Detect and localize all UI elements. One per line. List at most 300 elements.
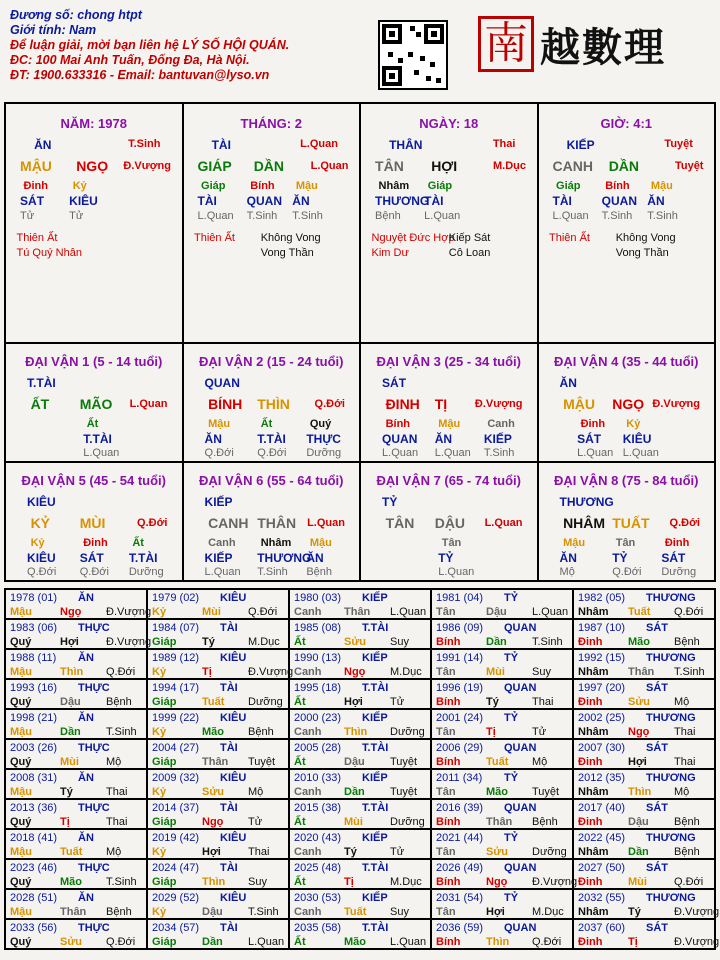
- hidden-stem: Canh: [208, 537, 236, 549]
- year-cell[interactable]: [5, 589, 152, 619]
- year-state: Dưỡng: [390, 816, 425, 828]
- gender: Giới tính: Nam: [10, 23, 97, 37]
- year-stem: Canh: [294, 906, 322, 918]
- year-cell[interactable]: [5, 739, 147, 769]
- year-god: THỰC: [78, 862, 110, 874]
- year-cell[interactable]: [431, 919, 573, 949]
- year-branch: Thân: [202, 756, 229, 768]
- year-branch: Tý: [202, 636, 215, 648]
- year-branch: Dần: [60, 726, 81, 738]
- earthly-branch: MÙI: [79, 515, 106, 531]
- year-state: M.Dục: [390, 666, 422, 678]
- year-label: 1990 (13): [294, 652, 342, 664]
- year-stem: Quý: [10, 756, 32, 768]
- pillars-row: [5, 103, 715, 343]
- year-cell[interactable]: [289, 649, 431, 679]
- year-state: Mộ: [106, 756, 122, 768]
- year-stem: Bính: [436, 876, 461, 888]
- year-row: [5, 919, 720, 949]
- year-cell[interactable]: [289, 679, 431, 709]
- year-god: TÀI: [220, 742, 238, 754]
- year-cell[interactable]: [289, 769, 431, 799]
- year-stem: Nhâm: [578, 726, 609, 738]
- year-branch: Hợi: [60, 636, 79, 648]
- pillar-state: L.Quan: [310, 160, 349, 172]
- year-branch: Tị: [202, 666, 212, 678]
- year-stem: Nhâm: [578, 906, 609, 918]
- dai-van-7[interactable]: [360, 462, 538, 581]
- hidden-stem: Bính: [605, 180, 630, 192]
- year-cell[interactable]: [431, 769, 573, 799]
- year-state: T.Sinh: [532, 636, 563, 648]
- year-cell[interactable]: [5, 889, 147, 919]
- year-cell[interactable]: [5, 859, 147, 889]
- year-cell[interactable]: [431, 679, 573, 709]
- year-state: Thai: [106, 786, 128, 798]
- year-cell[interactable]: [147, 769, 289, 799]
- dai-van-state: L.Quan: [307, 517, 345, 529]
- earthly-branch: THÂN: [257, 515, 297, 531]
- year-cell[interactable]: [573, 709, 715, 739]
- hidden-state: L.Quan: [382, 447, 419, 459]
- annual-luck-table: [4, 588, 720, 950]
- year-cell[interactable]: [289, 739, 431, 769]
- hidden-stem: Nhâm: [378, 180, 410, 192]
- year-branch: Ngọ: [60, 606, 82, 618]
- hidden-state: L.Quan: [552, 210, 589, 222]
- hidden-stem: Ất: [132, 537, 144, 549]
- year-stem: Ất: [294, 696, 306, 708]
- year-cell[interactable]: [147, 919, 289, 949]
- year-cell[interactable]: [289, 799, 431, 829]
- year-state: Q.Đới: [106, 936, 136, 948]
- year-cell[interactable]: [573, 829, 715, 859]
- year-branch: Tị: [486, 726, 496, 738]
- year-stem: Kỷ: [152, 786, 167, 798]
- year-label: 2001 (24): [436, 712, 484, 724]
- year-cell[interactable]: [431, 589, 573, 619]
- year-label: 1993 (16): [10, 682, 58, 694]
- dai-van-state: L.Quan: [129, 398, 168, 410]
- year-cell[interactable]: [431, 649, 573, 679]
- dai-van-title: ĐẠI VẬN 7 (65 - 74 tuổi): [376, 473, 521, 488]
- year-cell[interactable]: [431, 739, 573, 769]
- year-cell[interactable]: [5, 679, 147, 709]
- year-god: T.TÀI: [362, 742, 389, 754]
- year-branch: Ngọ: [202, 816, 224, 828]
- year-label: 2003 (26): [10, 742, 58, 754]
- hidden-stem: Canh: [487, 418, 515, 430]
- hidden-stem: Bính: [250, 180, 275, 192]
- year-cell[interactable]: [573, 769, 715, 799]
- hidden-state: Q.Đới: [27, 566, 57, 578]
- year-cell[interactable]: [5, 919, 147, 949]
- hidden-stem: Kỷ: [626, 418, 641, 430]
- year-cell[interactable]: [289, 709, 431, 739]
- year-cell[interactable]: [147, 799, 289, 829]
- year-state: Đ.Vượng: [106, 606, 152, 618]
- hidden-god: THƯƠNG: [257, 551, 312, 565]
- year-god: T.TÀI: [362, 862, 389, 874]
- year-branch: Mùi: [486, 666, 505, 678]
- hidden-state: L.Quan: [438, 566, 475, 578]
- heavenly-stem: TÂN: [375, 158, 404, 174]
- hidden-state: Dưỡng: [306, 447, 342, 459]
- year-stem: Giáp: [152, 636, 177, 648]
- hidden-god: ĂN: [306, 551, 324, 565]
- year-branch: Ngọ: [628, 726, 650, 738]
- address: ĐC: 100 Mai Anh Tuấn, Đống Đa, Hà Nội.: [10, 53, 250, 67]
- hidden-stem: Kỷ: [30, 537, 45, 549]
- owner-name: Đương số: chong htpt: [10, 8, 142, 22]
- year-branch: Thìn: [202, 876, 226, 888]
- pillar-3[interactable]: [360, 103, 538, 343]
- year-state: Dưỡng: [248, 696, 283, 708]
- year-state: Bệnh: [532, 816, 558, 828]
- hidden-stem: Quý: [309, 418, 332, 430]
- year-label: 1997 (20): [578, 682, 626, 694]
- year-label: 2005 (28): [294, 742, 342, 754]
- star-note: Cô Loan: [448, 247, 491, 259]
- year-branch: Dần: [486, 636, 507, 648]
- year-state: Bệnh: [106, 696, 132, 708]
- star-note: Thiên Ất: [194, 232, 235, 244]
- dai-van-5[interactable]: [5, 462, 183, 581]
- hidden-god: KIÊU: [27, 551, 56, 565]
- year-stem: Kỷ: [152, 606, 167, 618]
- year-cell[interactable]: [431, 859, 578, 889]
- year-branch: Tị: [60, 816, 70, 828]
- year-cell[interactable]: [147, 679, 289, 709]
- year-state: Đ.Vượng: [248, 666, 294, 678]
- year-row: [5, 709, 715, 739]
- year-cell[interactable]: [573, 649, 715, 679]
- year-label: 1979 (02): [152, 592, 200, 604]
- pillar-title: THÁNG: 2: [240, 116, 302, 131]
- year-state: L.Quan: [248, 936, 285, 948]
- hidden-state: T.Sinh: [257, 566, 288, 578]
- year-state: Mộ: [248, 786, 264, 798]
- year-branch: Dậu: [486, 606, 507, 618]
- hidden-god: ĂN: [434, 432, 453, 446]
- year-branch: Tuất: [60, 846, 83, 858]
- hidden-state: T.Sinh: [647, 210, 678, 222]
- star-note: Không Vong: [615, 232, 676, 244]
- year-label: 1991 (14): [436, 652, 484, 664]
- hidden-stem: Giáp: [201, 180, 226, 192]
- hidden-god: KIÊU: [69, 194, 98, 208]
- earthly-branch: HỢI: [431, 158, 458, 174]
- year-god: TỶ: [504, 832, 519, 844]
- hidden-stem: Bính: [385, 418, 411, 430]
- dai-van-title: ĐẠI VẬN 2 (15 - 24 tuổi): [199, 354, 344, 369]
- hidden-state: Bệnh: [306, 566, 333, 578]
- year-cell[interactable]: [147, 589, 289, 619]
- year-label: 1986 (09): [436, 622, 484, 634]
- year-god: THƯƠNG: [646, 832, 696, 844]
- year-cell[interactable]: [289, 829, 431, 859]
- logo-seal: 南: [478, 16, 534, 72]
- dai-van-4[interactable]: [538, 343, 716, 462]
- year-stem: Ất: [294, 876, 306, 888]
- year-cell[interactable]: [147, 649, 294, 679]
- year-stem: Tân: [436, 726, 456, 738]
- year-stem: Bính: [436, 636, 461, 648]
- hidden-state: L.Quan: [577, 447, 614, 459]
- dai-van-3[interactable]: [360, 343, 538, 462]
- year-god: KIẾP: [362, 892, 388, 904]
- earthly-branch: TỊ: [434, 396, 448, 412]
- hidden-state: Q.Đới: [204, 447, 234, 459]
- year-cell[interactable]: [431, 619, 573, 649]
- year-label: 2013 (36): [10, 802, 58, 814]
- hidden-god: TÀI: [197, 194, 217, 208]
- year-cell[interactable]: [573, 919, 720, 949]
- year-cell[interactable]: [289, 589, 431, 619]
- year-label: 1984 (07): [152, 622, 200, 634]
- year-cell[interactable]: [573, 859, 715, 889]
- hidden-state: Dưỡng: [128, 566, 164, 578]
- year-stem: Quý: [10, 636, 32, 648]
- year-god: THƯƠNG: [646, 772, 696, 784]
- earthly-branch: NGỌ: [612, 396, 645, 412]
- year-god: ĂN: [78, 652, 94, 664]
- hidden-state: T.Sinh: [246, 210, 278, 222]
- year-stem: Giáp: [152, 936, 177, 948]
- year-row: [5, 649, 715, 679]
- year-stem: Canh: [294, 666, 322, 678]
- year-god: ĂN: [78, 712, 94, 724]
- logo-text: 越數理: [540, 24, 666, 71]
- year-branch: Sửu: [628, 696, 651, 708]
- year-cell[interactable]: [5, 799, 147, 829]
- year-branch: Thân: [486, 816, 513, 828]
- year-cell[interactable]: [5, 619, 152, 649]
- year-label: 2019 (42): [152, 832, 200, 844]
- year-row: [5, 589, 715, 619]
- pillar-state: Đ.Vượng: [123, 160, 171, 172]
- year-cell[interactable]: [431, 709, 573, 739]
- year-label: 1994 (17): [152, 682, 200, 694]
- year-label: 1996 (19): [436, 682, 484, 694]
- hidden-god: QUAN: [382, 432, 418, 446]
- year-state: Bệnh: [674, 846, 700, 858]
- year-branch: Tý: [60, 786, 73, 798]
- year-branch: Dần: [344, 786, 365, 798]
- year-label: 2020 (43): [294, 832, 342, 844]
- year-state: Q.Đới: [532, 936, 562, 948]
- year-cell[interactable]: [573, 739, 715, 769]
- year-god: THỰC: [78, 802, 110, 814]
- phone-email: ĐT: 1900.633316 - Email: bantuvan@lyso.vn: [10, 68, 270, 82]
- year-cell[interactable]: [289, 919, 431, 949]
- qr-code-icon[interactable]: [378, 20, 448, 90]
- dai-van-8[interactable]: [538, 462, 716, 581]
- heavenly-stem: KỶ: [30, 515, 51, 531]
- year-cell[interactable]: [147, 859, 289, 889]
- dai-van-2[interactable]: [183, 343, 361, 462]
- year-cell[interactable]: [573, 889, 720, 919]
- dai-van-6[interactable]: [183, 462, 361, 581]
- dai-van-relation: KIÊU: [27, 495, 56, 509]
- hidden-state: L.Quan: [424, 210, 461, 222]
- year-stem: Tân: [436, 666, 456, 678]
- year-stem: Ất: [294, 636, 306, 648]
- year-label: 2029 (52): [152, 892, 200, 904]
- earthly-branch: MÃO: [79, 396, 113, 412]
- year-god: KIÊU: [220, 832, 247, 844]
- year-god: SÁT: [646, 802, 668, 814]
- hidden-god: QUAN: [246, 194, 283, 208]
- year-cell[interactable]: [5, 709, 147, 739]
- heavenly-stem: NHÂM: [563, 515, 606, 531]
- year-branch: Dậu: [60, 696, 81, 708]
- hidden-god: ĂN: [292, 194, 310, 208]
- year-label: 2036 (59): [436, 922, 484, 934]
- hidden-stem: Ất: [86, 418, 99, 430]
- year-branch: Thìn: [486, 936, 510, 948]
- year-label: 2015 (38): [294, 802, 342, 814]
- year-branch: Ngọ: [344, 666, 366, 678]
- year-cell[interactable]: [147, 709, 289, 739]
- year-label: 2033 (56): [10, 922, 58, 934]
- pillar-title: NĂM: 1978: [60, 116, 127, 131]
- year-stem: Bính: [436, 696, 461, 708]
- hidden-state: L.Quan: [434, 447, 471, 459]
- hidden-god: ĂN: [559, 551, 577, 565]
- hidden-state: Q.Đới: [79, 566, 109, 578]
- year-god: KIÊU: [220, 772, 247, 784]
- year-state: Đ.Vượng: [674, 936, 720, 948]
- year-cell[interactable]: [573, 799, 715, 829]
- year-cell[interactable]: [431, 829, 573, 859]
- year-god: THƯƠNG: [646, 712, 696, 724]
- year-cell[interactable]: [147, 739, 289, 769]
- hidden-god: TỶ: [438, 551, 454, 565]
- year-stem: Tân: [436, 786, 456, 798]
- year-row: [5, 769, 715, 799]
- pillar-4[interactable]: [538, 103, 716, 343]
- year-cell[interactable]: [5, 649, 147, 679]
- year-state: Tử: [532, 726, 547, 738]
- year-branch: Sửu: [344, 636, 367, 648]
- dai-van-relation: TỶ: [382, 495, 398, 509]
- year-branch: Mão: [486, 786, 508, 798]
- year-stem: Đinh: [578, 756, 603, 768]
- year-stem: Mậu: [10, 786, 32, 798]
- year-god: TÀI: [220, 922, 238, 934]
- year-stem: Giáp: [152, 816, 177, 828]
- year-god: SÁT: [646, 622, 668, 634]
- year-stem: Đinh: [578, 696, 603, 708]
- hidden-state: Tử: [20, 210, 35, 222]
- dai-van-row-1: [5, 343, 715, 462]
- year-branch: Thân: [628, 666, 655, 678]
- year-label: 2021 (44): [436, 832, 484, 844]
- year-god: T.TÀI: [362, 682, 389, 694]
- year-cell[interactable]: [573, 589, 715, 619]
- year-branch: Tuất: [344, 906, 367, 918]
- dai-van-title: ĐẠI VẬN 6 (55 - 64 tuổi): [199, 473, 344, 488]
- dai-van-1[interactable]: [5, 343, 183, 462]
- year-label: 2027 (50): [578, 862, 626, 874]
- year-state: Đ.Vượng: [106, 636, 152, 648]
- hidden-god: TÀI: [424, 194, 444, 208]
- year-cell[interactable]: [431, 799, 573, 829]
- year-god: T.TÀI: [362, 922, 389, 934]
- year-stem: Nhâm: [578, 666, 609, 678]
- year-cell[interactable]: [431, 889, 573, 919]
- hidden-state: T.Sinh: [292, 210, 323, 222]
- year-stem: Đinh: [578, 876, 603, 888]
- year-cell[interactable]: [5, 769, 147, 799]
- year-branch: Mùi: [344, 816, 363, 828]
- dai-van-title: ĐẠI VẬN 1 (5 - 14 tuổi): [25, 354, 163, 369]
- pillar-title: GIỜ: 4:1: [600, 116, 653, 131]
- year-state: Tử: [390, 696, 405, 708]
- year-label: 2022 (45): [578, 832, 626, 844]
- year-branch: Dậu: [202, 906, 223, 918]
- year-state: Thai: [532, 696, 554, 708]
- year-state: M.Dục: [248, 636, 280, 648]
- year-state: Bệnh: [674, 636, 700, 648]
- year-row: [5, 739, 715, 769]
- heavenly-stem: BÍNH: [208, 396, 243, 412]
- year-cell[interactable]: [289, 889, 431, 919]
- pillar-relation-state: Tuyệt: [664, 138, 693, 150]
- hidden-stem: Mậu: [309, 537, 332, 549]
- year-god: TÀI: [220, 862, 238, 874]
- pillar-2[interactable]: [183, 103, 361, 343]
- year-stem: Mậu: [10, 726, 32, 738]
- hidden-god: QUAN: [601, 194, 638, 208]
- year-branch: Thân: [344, 606, 371, 618]
- year-cell[interactable]: [147, 889, 289, 919]
- dai-van-relation: KIẾP: [204, 495, 233, 509]
- heavenly-stem: TÂN: [385, 515, 415, 531]
- year-branch: Thìn: [344, 726, 368, 738]
- pillar-1[interactable]: [5, 103, 183, 343]
- year-state: L.Quan: [390, 606, 427, 618]
- year-label: 1987 (10): [578, 622, 626, 634]
- year-cell[interactable]: [573, 679, 715, 709]
- dai-van-state: Q.Đới: [137, 517, 168, 529]
- year-state: Dưỡng: [390, 726, 425, 738]
- year-label: 2000 (23): [294, 712, 342, 724]
- year-row: [5, 679, 715, 709]
- hidden-god: ĂN: [647, 194, 665, 208]
- year-god: ĂN: [78, 592, 94, 604]
- year-label: 2028 (51): [10, 892, 58, 904]
- year-state: Suy: [390, 906, 409, 918]
- year-god: ĂN: [78, 892, 94, 904]
- year-cell[interactable]: [5, 829, 147, 859]
- year-cell[interactable]: [289, 859, 431, 889]
- hidden-stem: Đinh: [83, 537, 108, 549]
- year-cell[interactable]: [573, 619, 715, 649]
- year-cell[interactable]: [147, 619, 289, 649]
- year-branch: Mão: [202, 726, 224, 738]
- year-state: L.Quan: [390, 936, 427, 948]
- year-cell[interactable]: [289, 619, 431, 649]
- hidden-state: Dưỡng: [661, 566, 697, 578]
- year-label: 1981 (04): [436, 592, 484, 604]
- heavenly-stem: ĐINH: [385, 396, 420, 412]
- year-cell[interactable]: [147, 829, 289, 859]
- pillar-relation-state: Thai: [492, 138, 516, 150]
- year-label: 2018 (41): [10, 832, 58, 844]
- year-label: 2034 (57): [152, 922, 200, 934]
